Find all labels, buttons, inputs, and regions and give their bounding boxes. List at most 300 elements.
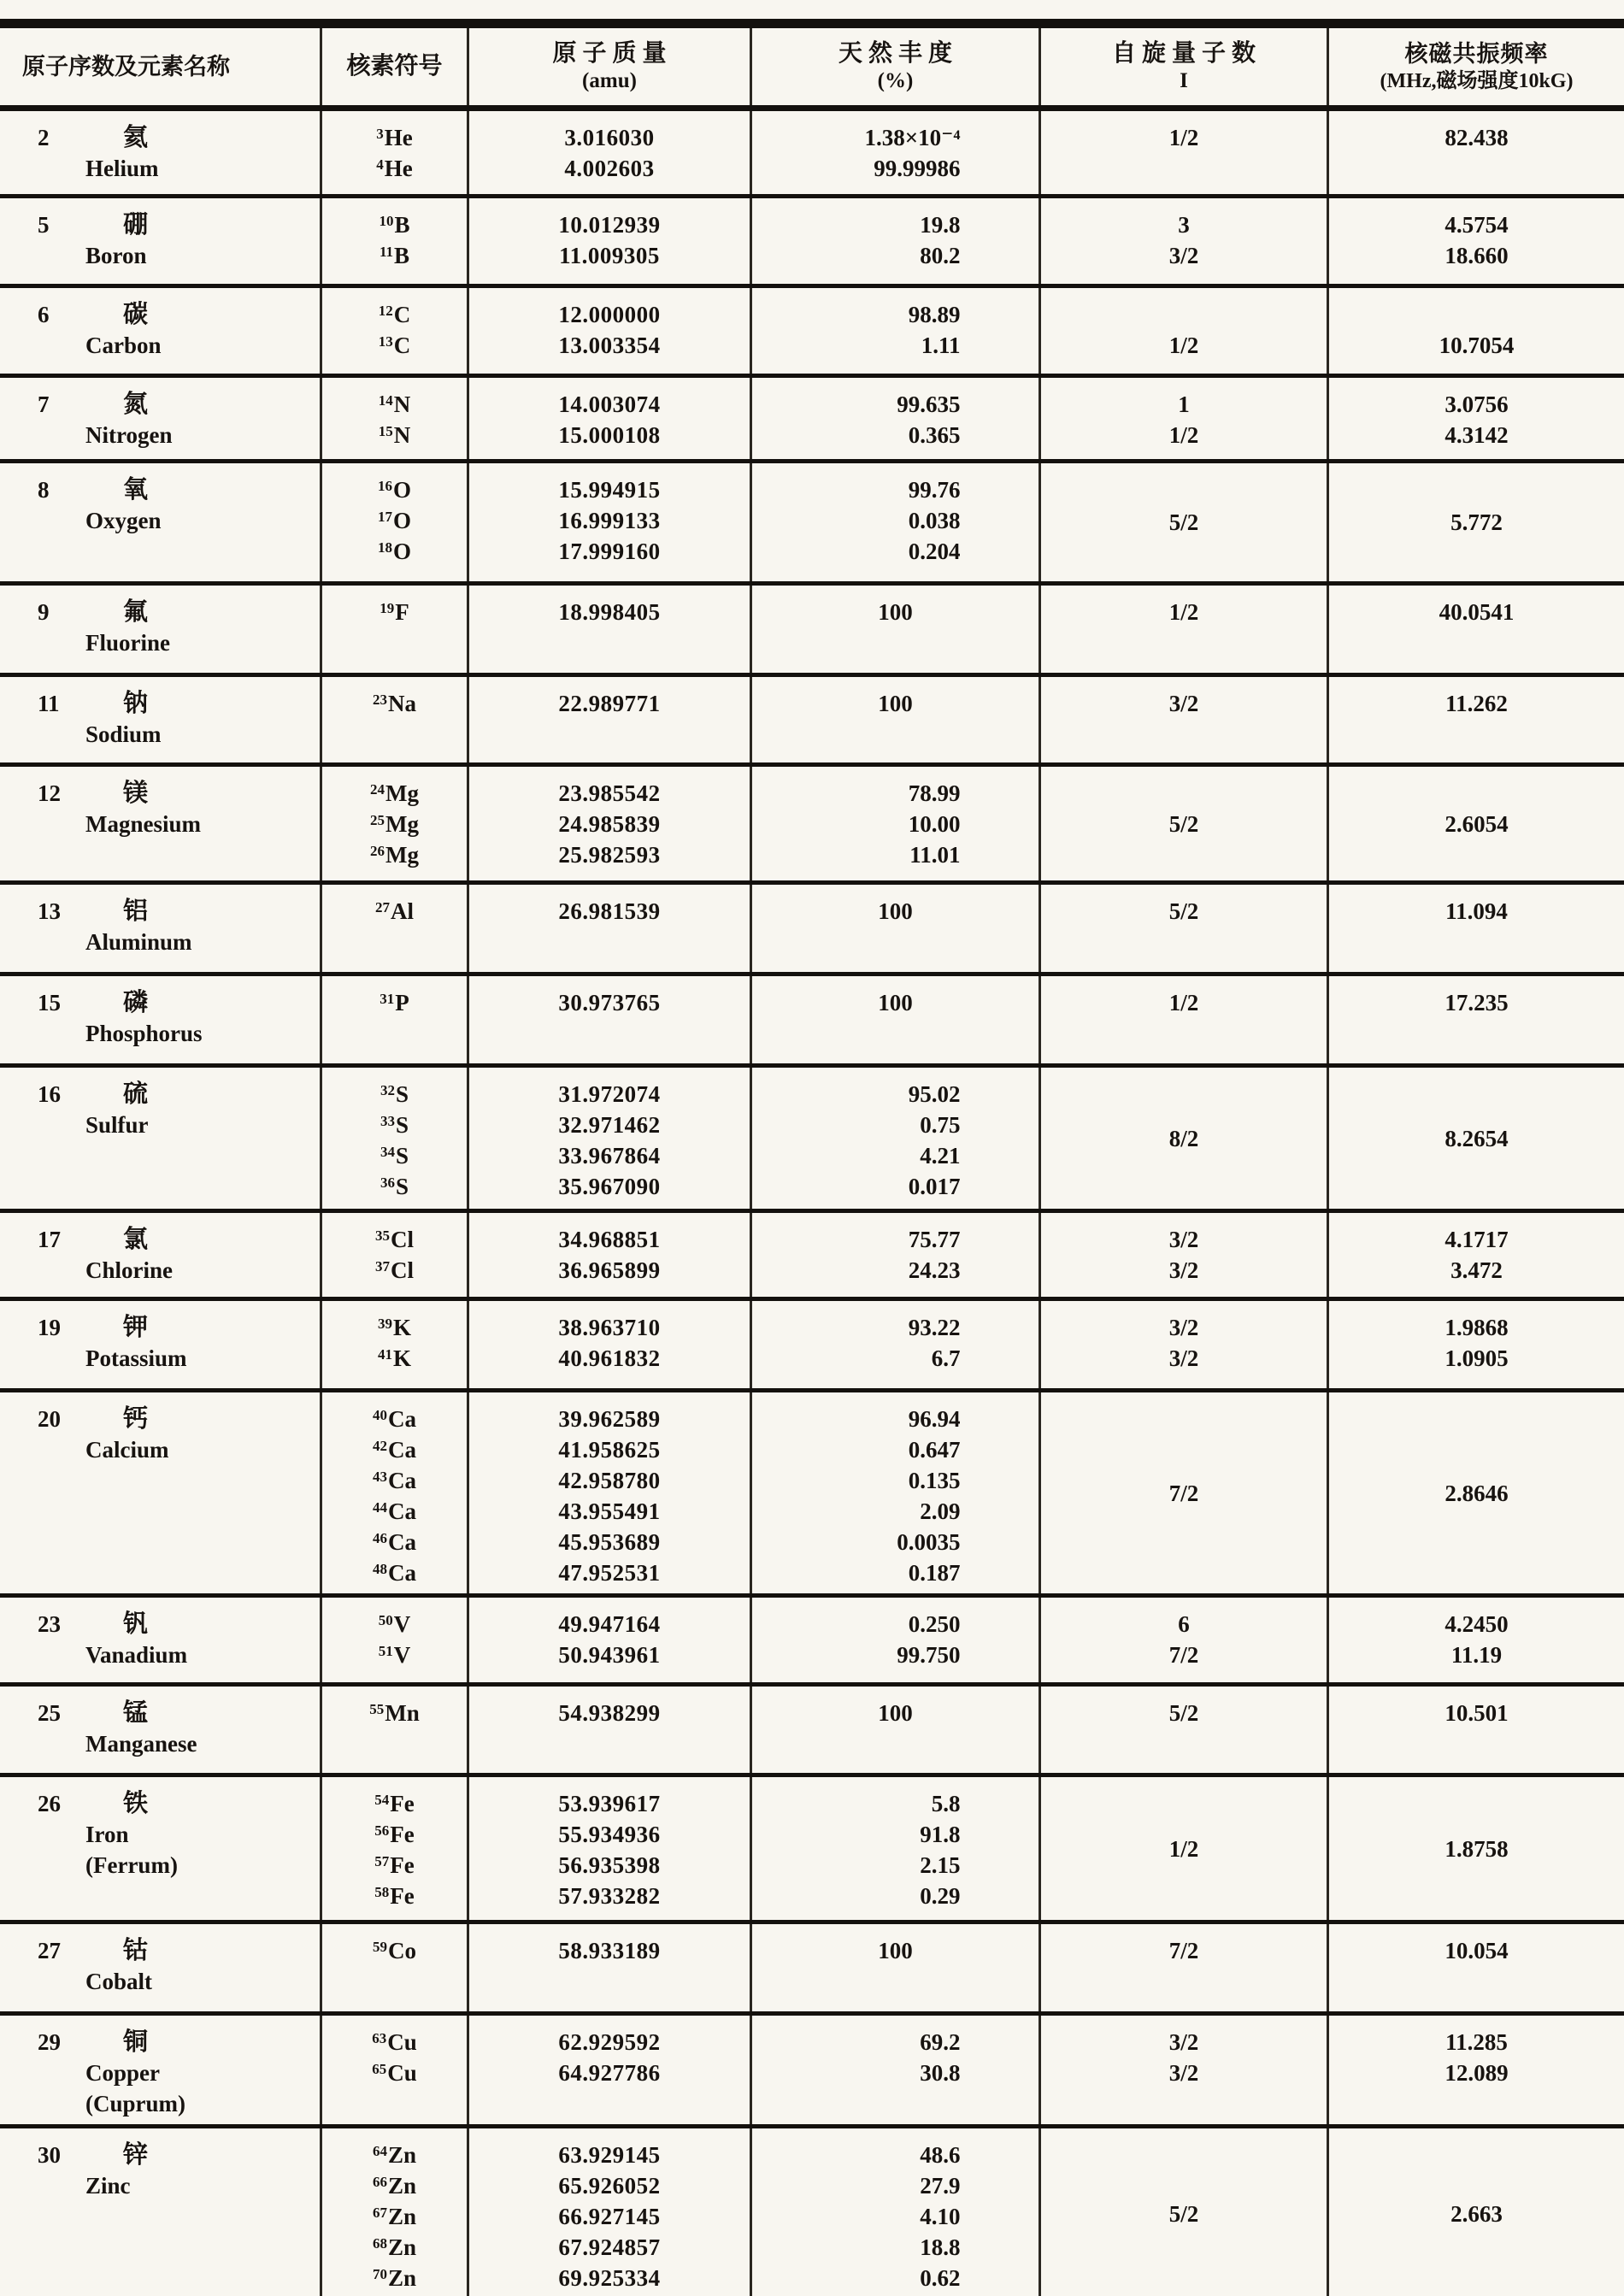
abundance-value — [756, 778, 1035, 809]
nmr-frequency-value: 11.19 — [1450, 1642, 1503, 1668]
element-name-latin: (Cuprum) — [85, 2091, 186, 2116]
nmr-frequency-cell — [1327, 111, 1624, 194]
element-name-cn: 钾 — [123, 1314, 150, 1341]
isotope-nmr-table — [0, 19, 1624, 2296]
isotope-group-row — [0, 463, 1624, 586]
element-cell — [0, 2128, 320, 2296]
mass-number: 33 — [380, 1113, 395, 1129]
abundance-value — [756, 1496, 1035, 1527]
element-name-en: Carbon — [85, 333, 162, 358]
abundance-value — [756, 2140, 1035, 2170]
mass-number: 36 — [380, 1174, 395, 1191]
isotope-group-row — [0, 885, 1624, 976]
mass-number: 12 — [378, 303, 393, 319]
nmr-frequency-value: 4.2450 — [1445, 1611, 1509, 1637]
atomic-number: 7 — [38, 391, 50, 417]
nmr-frequency-value — [1333, 299, 1621, 330]
nuclide-symbol-cell — [320, 767, 467, 880]
nmr-frequency-value: 3.472 — [1450, 1257, 1503, 1283]
mass-number: 42 — [373, 1438, 387, 1454]
spin-value: 3/2 — [1168, 1227, 1199, 1252]
nuclide-symbol-cell — [320, 378, 467, 459]
abundance-value — [756, 474, 1035, 505]
atomic-mass-value: 18.998405 — [558, 599, 661, 625]
element-title-line — [38, 474, 316, 505]
nmr-frequency-cell — [1327, 463, 1624, 581]
nmr-frequency-value: 12.089 — [1445, 2060, 1509, 2086]
header-unit: (amu) — [582, 69, 637, 92]
atomic-mass-value: 13.003354 — [558, 333, 661, 358]
spin-cell — [1039, 885, 1327, 972]
element-name-en: Sulfur — [85, 1112, 149, 1138]
abundance-number: 75.77 — [908, 1227, 961, 1252]
nuclide-symbol: $^{35}$Cl — [375, 1227, 414, 1252]
atomic-number: 6 — [38, 302, 50, 327]
spin-value: 1/2 — [1168, 333, 1199, 358]
element-cell — [0, 1301, 320, 1388]
abundance-number: 2.15 — [920, 1852, 961, 1878]
atomic-mass-cell — [467, 976, 750, 1063]
element-name-cn: 氮 — [123, 391, 150, 418]
mass-number: 31 — [380, 991, 395, 1007]
nuclide-symbol: $^{31}$P — [380, 990, 409, 1016]
atomic-number: 13 — [38, 898, 61, 924]
element-name-en: Chlorine — [85, 1257, 174, 1283]
isotope-group-row — [0, 1924, 1624, 2016]
nuclide-symbol: $^{55}$Mn — [369, 1700, 420, 1726]
atomic-mass-value: 55.934936 — [558, 1822, 661, 1847]
spin-cell — [1039, 1213, 1327, 1297]
atomic-mass-value: 40.961832 — [558, 1345, 661, 1371]
element-name-en: Magnesium — [85, 811, 201, 837]
nuclide-symbol-cell — [320, 111, 467, 194]
abundance-value — [756, 240, 1035, 271]
abundance-number: 5.8 — [931, 1791, 961, 1816]
atomic-mass-cell — [467, 767, 750, 880]
abundance-value: 100 — [878, 599, 913, 625]
abundance-value — [756, 153, 1035, 184]
element-name-en: Zinc — [85, 2173, 131, 2199]
abundance-value — [756, 1881, 1035, 1911]
abundance-value — [756, 1850, 1035, 1881]
atomic-mass-value: 49.947164 — [558, 1611, 661, 1637]
header-label: 核素符号 — [346, 53, 443, 79]
element-title-line — [38, 122, 316, 153]
mass-number: 10 — [379, 213, 394, 229]
mass-number: 70 — [372, 2266, 387, 2282]
mass-number: 11 — [379, 244, 394, 260]
element-name-en: Potassium — [85, 1345, 187, 1371]
spin-value: 8/2 — [1168, 1125, 1199, 1151]
isotope-group-row — [0, 677, 1624, 767]
isotope-group-row — [0, 378, 1624, 463]
abundance-value — [756, 1171, 1035, 1202]
abundance-number: 1.38×10⁻⁴ — [864, 125, 961, 150]
spin-cell — [1039, 288, 1327, 374]
spin-value: 5/2 — [1168, 810, 1199, 837]
abundance-number: 95.02 — [908, 1081, 961, 1107]
element-name-cn: 锌 — [123, 2141, 150, 2169]
nmr-frequency-cell — [1327, 2128, 1624, 2296]
atomic-mass-value: 36.965899 — [558, 1257, 661, 1283]
atomic-mass-value: 4.002603 — [564, 156, 655, 181]
nmr-frequency-value: 3.0756 — [1445, 391, 1509, 417]
atomic-mass-value: 3.016030 — [564, 125, 655, 150]
nuclide-symbol: $^{42}$Ca — [373, 1437, 416, 1463]
nuclide-symbol: $^{10}$B — [379, 212, 410, 238]
nuclide-symbol-cell — [320, 463, 467, 581]
element-name-cn: 锰 — [123, 1699, 150, 1727]
abundance-number: 0.204 — [908, 539, 961, 564]
abundance-cell — [750, 677, 1039, 762]
header-atomic-mass — [467, 28, 750, 105]
atomic-number: 19 — [38, 1315, 61, 1340]
element-name-cn: 钠 — [123, 690, 150, 717]
nuclide-symbol: $^{64}$Zn — [372, 2142, 417, 2168]
element-cell — [0, 885, 320, 972]
atomic-mass-cell — [467, 378, 750, 459]
element-name-en: Fluorine — [85, 630, 170, 656]
element-name-cn: 铝 — [123, 898, 150, 925]
abundance-number: 91.8 — [920, 1822, 961, 1847]
isotope-group-row — [0, 198, 1624, 288]
element-name-en: Aluminum — [85, 929, 192, 955]
nuclide-symbol: $^{18}$O — [377, 539, 411, 564]
mass-number: 34 — [380, 1144, 395, 1160]
atomic-number: 15 — [38, 990, 61, 1016]
atomic-number: 17 — [38, 1227, 61, 1252]
atomic-mass-value: 15.000108 — [558, 422, 661, 448]
mass-number: 37 — [375, 1258, 390, 1275]
spin-cell — [1039, 1068, 1327, 1209]
isotope-group-row — [0, 976, 1624, 1068]
atomic-number: 8 — [38, 477, 50, 503]
spin-cell — [1039, 198, 1327, 284]
mass-number: 4 — [376, 156, 384, 173]
header-atomic-number-element — [0, 28, 320, 105]
element-cell — [0, 767, 320, 880]
nuclide-symbol: $^{34}$S — [380, 1143, 409, 1169]
nuclide-symbol: $^{66}$Zn — [372, 2173, 417, 2199]
spin-value: 1/2 — [1168, 1835, 1199, 1862]
spin-value: 3/2 — [1168, 2029, 1199, 2055]
atomic-mass-cell — [467, 463, 750, 581]
atomic-mass-value: 63.929145 — [558, 2142, 661, 2168]
element-cell — [0, 288, 320, 374]
nuclide-symbol: $^{16}$O — [377, 477, 411, 503]
nuclide-symbol: $^{24}$Mg — [370, 780, 419, 806]
abundance-cell — [750, 1392, 1039, 1593]
element-cell — [0, 198, 320, 284]
element-title-line — [38, 1312, 316, 1343]
nuclide-symbol: $^{12}$C — [378, 302, 411, 327]
nmr-frequency-value: 82.438 — [1445, 125, 1509, 150]
abundance-number: 0.017 — [908, 1174, 961, 1199]
abundance-value — [756, 2170, 1035, 2201]
abundance-value — [756, 1434, 1035, 1465]
atomic-mass-value: 64.927786 — [558, 2060, 661, 2086]
element-name-en: Boron — [85, 243, 147, 268]
nuclide-symbol-cell — [320, 1301, 467, 1388]
spin-value — [1044, 153, 1323, 184]
element-title-line — [38, 1788, 316, 1819]
abundance-value — [756, 1140, 1035, 1171]
header-nmr-frequency — [1327, 28, 1624, 105]
atomic-number: 26 — [38, 1791, 61, 1816]
nuclide-symbol: $^{44}$Ca — [373, 1498, 416, 1524]
abundance-value: 100 — [878, 990, 913, 1016]
spin-value: 3/2 — [1168, 2060, 1199, 2086]
abundance-number: 24.23 — [908, 1257, 961, 1283]
element-title-line — [38, 1609, 316, 1640]
abundance-number: 0.29 — [920, 1883, 961, 1909]
atomic-mass-value: 25.982593 — [558, 842, 661, 868]
nmr-frequency-cell — [1327, 1392, 1624, 1593]
abundance-cell — [750, 1213, 1039, 1297]
spin-value: 5/2 — [1168, 2201, 1199, 2227]
spin-cell — [1039, 677, 1327, 762]
atomic-mass-value: 38.963710 — [558, 1315, 661, 1340]
spin-cell — [1039, 1777, 1327, 1920]
spin-cell — [1039, 1301, 1327, 1388]
abundance-cell — [750, 976, 1039, 1063]
abundance-number: 99.99986 — [874, 156, 961, 181]
atomic-mass-cell — [467, 111, 750, 194]
nmr-frequency-cell — [1327, 378, 1624, 459]
element-name-en: Cobalt — [85, 1969, 153, 1994]
nuclide-symbol: $^{54}$Fe — [374, 1791, 415, 1816]
isotope-group-row — [0, 1777, 1624, 1924]
atomic-mass-value: 33.967864 — [558, 1143, 661, 1169]
atomic-mass-value: 34.968851 — [558, 1227, 661, 1252]
abundance-value — [756, 1609, 1035, 1640]
abundance-value — [756, 2058, 1035, 2088]
atomic-mass-value: 47.952531 — [558, 1560, 661, 1586]
mass-number: 46 — [373, 1530, 387, 1546]
abundance-value — [756, 1343, 1035, 1374]
nuclide-symbol: $^{48}$Ca — [373, 1560, 416, 1586]
abundance-number: 78.99 — [908, 780, 961, 806]
abundance-value — [756, 2263, 1035, 2293]
element-name-en: Oxygen — [85, 508, 162, 533]
element-cell — [0, 976, 320, 1063]
abundance-cell — [750, 198, 1039, 284]
nuclide-symbol: $^{46}$Ca — [373, 1529, 416, 1555]
isotope-group-row — [0, 586, 1624, 677]
atomic-mass-value: 16.999133 — [558, 508, 661, 533]
nuclide-symbol-cell — [320, 2016, 467, 2124]
element-title-line — [38, 688, 316, 719]
element-name-cn: 钴 — [123, 1937, 150, 1964]
header-label: 原子序数及元素名称 — [22, 54, 230, 79]
abundance-value: 100 — [878, 898, 913, 924]
mass-number: 24 — [370, 781, 385, 798]
abundance-value — [756, 299, 1035, 330]
element-name-cn: 氧 — [123, 476, 150, 503]
nuclide-symbol: $^{11}$B — [379, 243, 410, 268]
nmr-frequency-cell — [1327, 198, 1624, 284]
element-title-line — [38, 1698, 316, 1728]
nuclide-symbol: $^{63}$Cu — [372, 2029, 417, 2055]
element-title-line — [38, 299, 316, 330]
abundance-cell — [750, 1777, 1039, 1920]
nuclide-symbol-cell — [320, 885, 467, 972]
atomic-mass-cell — [467, 2128, 750, 2296]
element-cell — [0, 1777, 320, 1920]
nmr-frequency-value: 10.7054 — [1439, 333, 1515, 358]
nuclide-symbol: $^{14}$N — [378, 391, 411, 417]
header-label: 天 然 丰 度 — [838, 40, 952, 67]
nuclide-symbol: $^{26}$Mg — [370, 842, 419, 868]
spin-cell — [1039, 586, 1327, 673]
abundance-number: 0.75 — [920, 1112, 961, 1138]
element-title-line — [38, 778, 316, 809]
nuclide-symbol: $^{59}$Co — [373, 1938, 416, 1963]
abundance-value — [756, 2027, 1035, 2058]
element-cell — [0, 111, 320, 194]
atomic-mass-value: 17.999160 — [558, 539, 661, 564]
abundance-value — [756, 2201, 1035, 2232]
mass-number: 51 — [378, 1643, 393, 1659]
abundance-cell — [750, 288, 1039, 374]
nuclide-symbol-cell — [320, 677, 467, 762]
abundance-value — [756, 122, 1035, 153]
nuclide-symbol-cell — [320, 1687, 467, 1773]
element-name-en: Iron — [85, 1822, 129, 1847]
nuclide-symbol-cell — [320, 198, 467, 284]
nuclide-symbol-cell — [320, 1213, 467, 1297]
atomic-mass-value: 67.924857 — [558, 2234, 661, 2260]
spin-value — [1044, 299, 1323, 330]
element-cell — [0, 378, 320, 459]
nmr-frequency-cell — [1327, 586, 1624, 673]
element-name-cn: 氯 — [123, 1226, 150, 1253]
nuclide-symbol-cell — [320, 1392, 467, 1593]
isotope-group-row — [0, 111, 1624, 198]
mass-number: 18 — [377, 539, 392, 556]
nuclide-symbol-cell — [320, 1598, 467, 1682]
spin-value: 3 — [1178, 212, 1190, 238]
nmr-frequency-value — [1333, 153, 1621, 184]
mass-number: 64 — [372, 2143, 387, 2159]
abundance-value — [756, 389, 1035, 420]
nuclide-symbol: $^{36}$S — [380, 1174, 409, 1199]
abundance-value: 100 — [878, 691, 913, 716]
mass-number: 26 — [370, 843, 385, 859]
abundance-cell — [750, 378, 1039, 459]
isotope-group-row — [0, 1392, 1624, 1598]
mass-number: 57 — [374, 1853, 390, 1869]
element-name-cn: 氦 — [123, 124, 150, 151]
nuclide-symbol: $^{41}$K — [377, 1345, 411, 1371]
nuclide-symbol: $^{17}$O — [377, 508, 411, 533]
nmr-frequency-value: 2.6054 — [1445, 810, 1509, 837]
abundance-value — [756, 1312, 1035, 1343]
abundance-value — [756, 420, 1035, 450]
atomic-mass-value: 56.935398 — [558, 1852, 661, 1878]
atomic-mass-value: 65.926052 — [558, 2173, 661, 2199]
element-cell — [0, 2016, 320, 2124]
nuclide-symbol-cell — [320, 1924, 467, 2011]
abundance-cell — [750, 1068, 1039, 1209]
atomic-mass-value: 26.981539 — [558, 898, 661, 924]
element-name-en: Copper — [85, 2060, 160, 2086]
nmr-frequency-cell — [1327, 1924, 1624, 2011]
abundance-number: 93.22 — [908, 1315, 961, 1340]
abundance-cell — [750, 586, 1039, 673]
abundance-number: 0.62 — [920, 2265, 961, 2291]
header-label: 原 子 质 量 — [552, 40, 667, 67]
nuclide-symbol: $^{43}$Ca — [373, 1468, 416, 1493]
abundance-number: 2.09 — [920, 1498, 961, 1524]
nuclide-symbol: $^{13}$C — [378, 333, 411, 358]
abundance-cell — [750, 885, 1039, 972]
nmr-frequency-value: 18.660 — [1445, 243, 1509, 268]
abundance-value — [756, 809, 1035, 839]
atomic-mass-value: 35.967090 — [558, 1174, 661, 1199]
mass-number: 35 — [375, 1227, 390, 1244]
nuclide-symbol: $^{37}$Cl — [375, 1257, 414, 1283]
nuclide-symbol: $^{25}$Mg — [370, 811, 419, 837]
atomic-mass-value: 45.953689 — [558, 1529, 661, 1555]
atomic-number: 2 — [38, 125, 50, 150]
header-nuclide-symbol — [320, 28, 467, 105]
mass-number: 15 — [378, 423, 393, 439]
atomic-mass-value: 69.925334 — [558, 2265, 661, 2291]
element-title-line — [38, 1935, 316, 1966]
abundance-value — [756, 1110, 1035, 1140]
atomic-mass-value: 32.971462 — [558, 1112, 661, 1138]
abundance-value — [756, 839, 1035, 870]
abundance-cell — [750, 463, 1039, 581]
element-title-line — [38, 389, 316, 420]
nuclide-symbol: $^{65}$Cu — [372, 2060, 417, 2086]
nmr-frequency-cell — [1327, 1213, 1624, 1297]
nuclide-symbol: $^{57}$Fe — [374, 1852, 415, 1878]
atomic-number: 20 — [38, 1406, 61, 1432]
isotope-group-row — [0, 2016, 1624, 2128]
nmr-frequency-value: 11.262 — [1445, 691, 1508, 716]
element-name-cn: 铜 — [123, 2028, 150, 2056]
nuclide-symbol: $^{33}$S — [380, 1112, 409, 1138]
abundance-cell — [750, 767, 1039, 880]
abundance-number: 6.7 — [931, 1345, 961, 1371]
element-cell — [0, 586, 320, 673]
header-unit: (MHz,磁场强度10kG) — [1380, 70, 1574, 92]
nuclide-symbol: $^{51}$V — [378, 1642, 411, 1668]
atomic-mass-value: 30.973765 — [558, 990, 661, 1016]
nuclide-symbol: $^{23}$Na — [373, 691, 416, 716]
abundance-number: 98.89 — [908, 302, 961, 327]
mass-number: 58 — [374, 1884, 390, 1900]
isotope-group-row — [0, 767, 1624, 885]
atomic-mass-value: 24.985839 — [558, 811, 661, 837]
abundance-number: 99.76 — [908, 477, 961, 503]
atomic-number: 12 — [38, 780, 61, 806]
atomic-mass-value: 53.939617 — [558, 1791, 661, 1816]
spin-cell — [1039, 1598, 1327, 1682]
nmr-frequency-value: 11.094 — [1445, 898, 1508, 924]
nuclide-symbol-cell — [320, 976, 467, 1063]
abundance-value — [756, 2232, 1035, 2263]
atomic-number: 29 — [38, 2029, 61, 2055]
mass-number: 63 — [372, 2030, 387, 2046]
mass-number: 27 — [375, 899, 390, 915]
element-title-line — [38, 2027, 316, 2058]
atomic-number: 16 — [38, 1081, 61, 1107]
atomic-number: 11 — [38, 691, 60, 716]
spin-value: 1/2 — [1168, 599, 1199, 625]
